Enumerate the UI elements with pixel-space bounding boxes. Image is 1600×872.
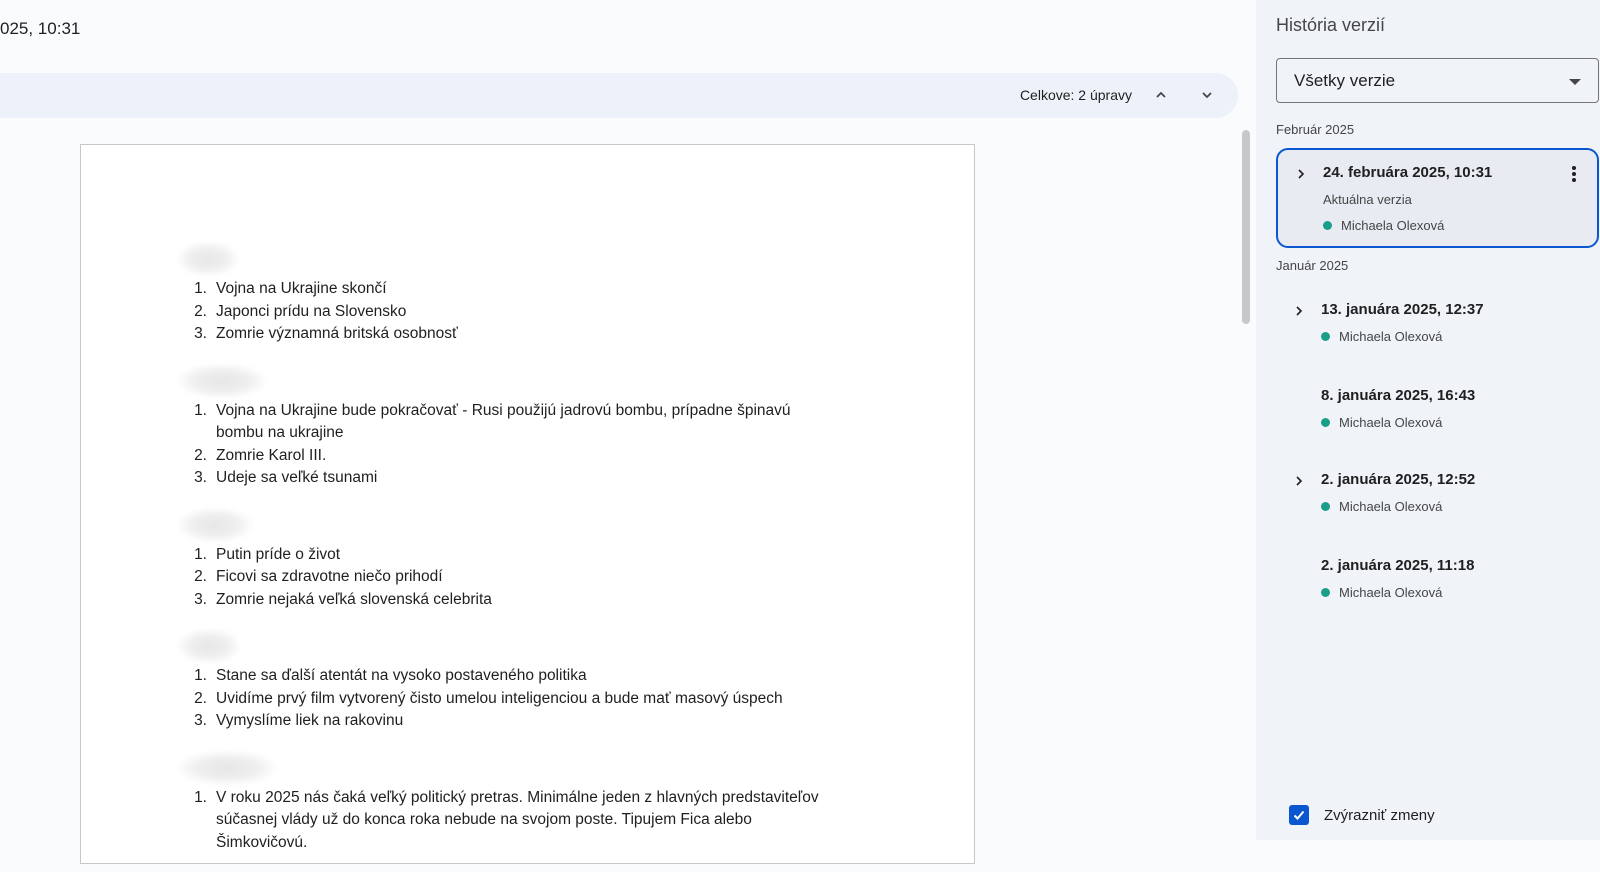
checkmark-icon: [1292, 808, 1306, 822]
redacted-heading: [178, 629, 240, 663]
numbered-list: [176, 787, 826, 855]
list-item: 1. V roku 2025 nás čaká veľký politický pretras. Minimálne jeden z hlavných predstaviteľov súčasnej vlády už do konca roka nebude na svojom poste. Tipujem Fica alebo Šimkovičovú.: [194, 788, 819, 851]
previous-edit-button[interactable]: [1146, 80, 1176, 110]
redacted-heading: [178, 242, 238, 276]
version-item[interactable]: [1276, 373, 1599, 443]
month-heading-february: Február 2025: [1276, 122, 1355, 137]
version-author: Michaela Olexová: [1321, 329, 1442, 344]
version-author: Michaela Olexová: [1321, 499, 1442, 514]
list-item: 3. Vymyslíme liek na rakovinu: [194, 712, 404, 729]
version-item-current[interactable]: [1276, 148, 1599, 248]
version-date: 2. januára 2025, 11:18: [1321, 557, 1475, 574]
edits-count: Celkove: 2 úpravy: [1019, 87, 1132, 103]
document-title: 025, 10:31: [0, 19, 81, 38]
version-date: 24. februára 2025, 10:31: [1323, 164, 1493, 181]
dropdown-caret-icon: [1569, 79, 1581, 85]
redacted-heading: [178, 751, 276, 785]
chevron-right-icon[interactable]: [1292, 304, 1306, 318]
version-author: Michaela Olexová: [1323, 218, 1444, 233]
version-date: 8. januára 2025, 16:43: [1321, 387, 1476, 404]
list-item: 2. Zomrie Karol III.: [194, 446, 327, 464]
list-item: 2. Uvidíme prvý film vytvorený čisto umelou inteligenciou a bude mať masový úspech: [194, 689, 783, 707]
highlight-changes-checkbox[interactable]: [1289, 805, 1309, 825]
list-item: 2. Japonci prídu na Slovensko: [194, 302, 407, 320]
list-item: 3. Zomrie významná britská osobnosť: [194, 325, 458, 342]
author-color-dot: [1321, 588, 1330, 597]
chevron-right-icon[interactable]: [1294, 167, 1308, 181]
version-author: Michaela Olexová: [1321, 415, 1442, 430]
version-date: 13. januára 2025, 12:37: [1321, 301, 1484, 318]
filter-selected-value: Všetky verzie: [1294, 71, 1396, 90]
chevron-right-icon[interactable]: [1292, 474, 1306, 488]
next-edit-button[interactable]: [1192, 80, 1222, 110]
chevron-down-icon: [1199, 87, 1215, 103]
version-item[interactable]: [1276, 287, 1599, 357]
month-heading-january: Január 2025: [1276, 258, 1349, 273]
numbered-list: [176, 400, 826, 490]
version-author: Michaela Olexová: [1321, 585, 1442, 600]
author-color-dot: [1321, 502, 1330, 511]
highlight-changes-label: Zvýrazniť zmeny: [1324, 806, 1435, 824]
numbered-list: [176, 544, 826, 612]
list-item: 1. Putin príde o život: [194, 545, 341, 563]
current-version-label: Aktuálna verzia: [1323, 192, 1412, 207]
author-color-dot: [1321, 418, 1330, 427]
list-item: 3. Zomrie nejaká veľká slovenská celebrita: [194, 590, 492, 608]
document-page: [80, 144, 975, 864]
version-item[interactable]: [1276, 457, 1599, 527]
document-scrollbar[interactable]: [1242, 130, 1250, 324]
author-color-dot: [1323, 221, 1332, 230]
version-item[interactable]: [1276, 543, 1599, 613]
panel-title: História verzií: [1276, 15, 1386, 35]
list-item: 1. Stane sa ďalší atentát na vysoko postaveného politika: [194, 667, 587, 684]
numbered-list: [176, 665, 826, 733]
redacted-heading: [178, 508, 252, 542]
document-content: [176, 242, 826, 872]
list-item: 3. Udeje sa veľké tsunami: [194, 469, 378, 486]
chevron-up-icon: [1153, 87, 1169, 103]
list-item: 1. Vojna na Ukrajine skončí: [194, 280, 387, 297]
version-date: 2. januára 2025, 12:52: [1321, 471, 1476, 488]
numbered-list: [176, 278, 826, 346]
highlight-changes-toggle[interactable]: [1289, 805, 1435, 825]
changes-toolbar: [0, 73, 1238, 118]
list-item: 1. Vojna na Ukrajine bude pokračovať - Rusi použijú jadrovú bombu, prípadne špinavú bombu na ukrajine: [194, 401, 791, 441]
version-history-panel: [1256, 0, 1600, 840]
author-color-dot: [1321, 332, 1330, 341]
list-item: 2. Ficovi sa zdravotne niečo prihodí: [194, 568, 443, 585]
more-options-icon[interactable]: [1567, 164, 1581, 184]
redacted-heading: [178, 364, 266, 398]
version-filter-dropdown[interactable]: [1276, 58, 1599, 103]
